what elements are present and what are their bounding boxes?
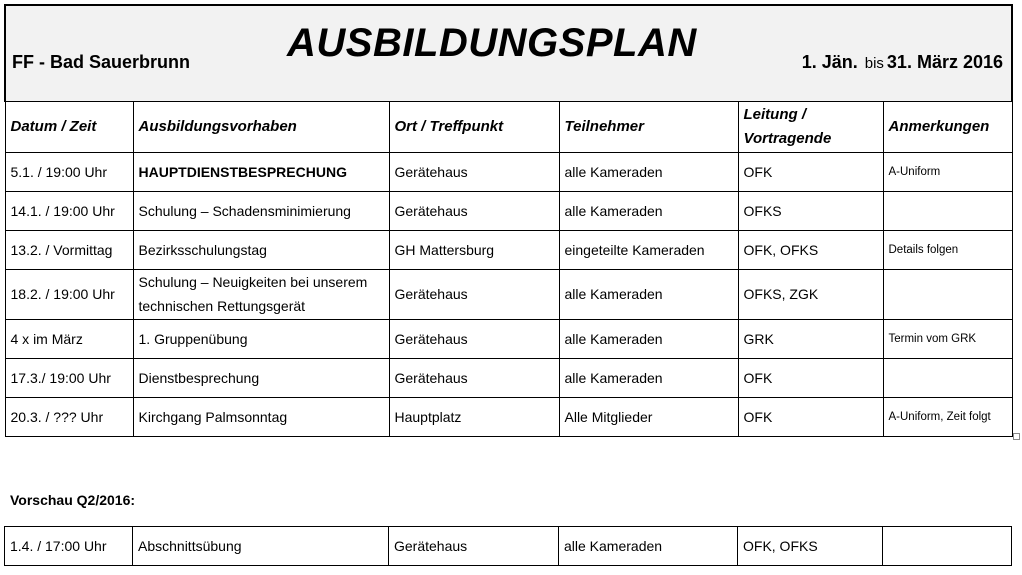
column-header-datum: Datum / Zeit <box>5 101 133 152</box>
cell-anmerkung <box>883 527 1012 566</box>
cell-anmerkung: A-Uniform <box>883 152 1012 191</box>
cell-datum: 14.1. / 19:00 Uhr <box>5 191 133 230</box>
cell-vorhaben: Schulung – Neuigkeiten bei unserem technischen Rettungsgerät <box>133 269 389 319</box>
cell-teilnehmer: alle Kameraden <box>559 191 738 230</box>
period-end: 31. März 2016 <box>886 52 1003 72</box>
cell-ort: Hauptplatz <box>389 397 559 436</box>
cell-leitung: OFK <box>738 358 883 397</box>
period-bis: bis <box>864 55 884 72</box>
cell-leitung: OFK, OFKS <box>738 230 883 269</box>
cell-ort: Gerätehaus <box>389 527 559 566</box>
cell-leitung: GRK <box>738 319 883 358</box>
cell-datum: 1.4. / 17:00 Uhr <box>5 527 133 566</box>
column-header-anmerkungen: Anmerkungen <box>883 101 1012 152</box>
cell-vorhaben: Bezirksschulungstag <box>133 230 389 269</box>
cell-anmerkung <box>883 269 1012 319</box>
cell-ort: Gerätehaus <box>389 319 559 358</box>
cell-teilnehmer: alle Kameraden <box>559 269 738 319</box>
cell-datum: 13.2. / Vormittag <box>5 230 133 269</box>
cell-vorhaben: Kirchgang Palmsonntag <box>133 397 389 436</box>
document-title: AUSBILDUNGSPLAN <box>287 21 697 65</box>
cell-datum: 4 x im März <box>5 319 133 358</box>
cell-teilnehmer: alle Kameraden <box>559 527 738 566</box>
cell-leitung: OFKS <box>738 191 883 230</box>
column-header-leitung: Leitung / Vortragende <box>738 101 883 152</box>
cell-ort: Gerätehaus <box>389 358 559 397</box>
cell-teilnehmer: alle Kameraden <box>559 319 738 358</box>
header-row <box>5 5 1012 101</box>
cell-vorhaben: Schulung – Schadensminimierung <box>133 191 389 230</box>
organization-name: FF - Bad Sauerbrunn <box>12 52 191 72</box>
cell-datum: 20.3. / ??? Uhr <box>5 397 133 436</box>
preview-label: Vorschau Q2/2016: <box>10 492 136 508</box>
cell-leitung: OFK, OFKS <box>738 527 883 566</box>
cell-teilnehmer: alle Kameraden <box>559 358 738 397</box>
cell-datum: 17.3./ 19:00 Uhr <box>5 358 133 397</box>
table-row <box>5 152 1012 191</box>
cell-teilnehmer: eingeteilte Kameraden <box>559 230 738 269</box>
table-row <box>5 319 1012 358</box>
table-row <box>5 358 1012 397</box>
cell-leitung: OFK <box>738 152 883 191</box>
cell-anmerkung <box>883 191 1012 230</box>
training-plan-table <box>4 4 1013 437</box>
period-start: 1. Jän. <box>801 52 858 72</box>
table-row <box>5 527 1012 566</box>
preview-table <box>4 526 1012 566</box>
cell-teilnehmer: Alle Mitglieder <box>559 397 738 436</box>
cell-leitung: OFK <box>738 397 883 436</box>
table-resize-handle[interactable] <box>1013 433 1020 440</box>
cell-anmerkung <box>883 358 1012 397</box>
cell-vorhaben: Abschnittsübung <box>133 527 389 566</box>
column-header-row <box>5 101 1012 152</box>
cell-anmerkung: A-Uniform, Zeit folgt <box>883 397 1012 436</box>
period <box>802 50 1003 76</box>
cell-leitung: OFKS, ZGK <box>738 269 883 319</box>
cell-datum: 18.2. / 19:00 Uhr <box>5 269 133 319</box>
cell-anmerkung: Termin vom GRK <box>883 319 1012 358</box>
table-row <box>5 269 1012 319</box>
cell-teilnehmer: alle Kameraden <box>559 152 738 191</box>
cell-ort: Gerätehaus <box>389 269 559 319</box>
column-header-teilnehmer: Teilnehmer <box>559 101 738 152</box>
cell-ort: Gerätehaus <box>389 152 559 191</box>
cell-vorhaben: HAUPTDIENSTBESPRECHUNG <box>133 152 389 191</box>
header-cell <box>5 5 1012 101</box>
column-header-ort: Ort / Treffpunkt <box>389 101 559 152</box>
table-row <box>5 191 1012 230</box>
table-row <box>5 397 1012 436</box>
cell-anmerkung: Details folgen <box>883 230 1012 269</box>
cell-vorhaben: Dienstbesprechung <box>133 358 389 397</box>
cell-datum: 5.1. / 19:00 Uhr <box>5 152 133 191</box>
cell-ort: GH Mattersburg <box>389 230 559 269</box>
table-row <box>5 230 1012 269</box>
cell-vorhaben: 1. Gruppenübung <box>133 319 389 358</box>
cell-ort: Gerätehaus <box>389 191 559 230</box>
column-header-vorhaben: Ausbildungsvorhaben <box>133 101 389 152</box>
